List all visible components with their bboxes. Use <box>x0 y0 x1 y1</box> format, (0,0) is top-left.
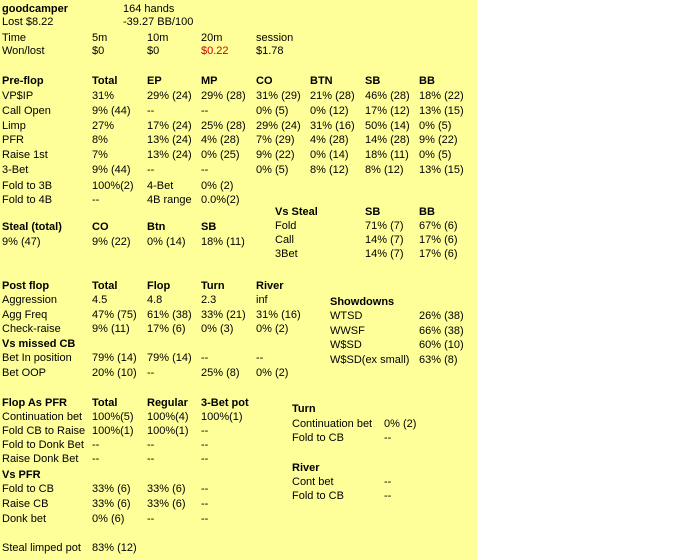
preflop-cell: 4% (28) <box>201 134 240 147</box>
preflop-cell: 31% (29) <box>256 90 301 102</box>
postflop-cell: 9% (11) <box>92 323 130 335</box>
vs-steal-title: Vs Steal <box>275 206 318 218</box>
flop-pfr-cell: 100%(5) <box>92 411 134 423</box>
steal-col-btn: Btn <box>147 221 166 233</box>
missed-cb-cell: 79% (14) <box>92 352 137 364</box>
vs-steal-label: Call <box>275 234 294 246</box>
postflop-col-river: River <box>256 280 284 292</box>
steal-title: Steal (total) <box>2 221 62 233</box>
fold-to-4b-label: Fold to 4B <box>2 194 53 206</box>
missed-cb-cell: 20% (10) <box>92 366 137 379</box>
preflop-cell: 9% (22) <box>419 134 458 147</box>
turn-value: -- <box>384 432 392 444</box>
showdown-label: W$SD <box>330 339 362 351</box>
time-col-session: session <box>256 32 294 44</box>
vs-steal-col-sb: SB <box>365 206 381 218</box>
preflop-cell: 29% (24) <box>256 119 301 132</box>
preflop-cell: 29% (28) <box>201 90 246 102</box>
vs-pfr-row-label: Fold to CB <box>2 483 54 495</box>
preflop-cell: 9% (44) <box>92 164 131 176</box>
missed-cb-cell: 25% (8) <box>201 366 240 379</box>
river-value: -- <box>384 476 392 488</box>
preflop-cell: 0% (14) <box>310 149 349 162</box>
preflop-col-co: CO <box>256 75 273 87</box>
preflop-cell: -- <box>147 164 155 176</box>
missed-cb-cell: -- <box>256 352 264 364</box>
flop-pfr-row-label: Fold CB to Raise <box>2 425 86 437</box>
flop-pfr-cell: -- <box>201 439 209 451</box>
preflop-col-sb: SB <box>365 75 381 87</box>
vs-pfr-cell: 33% (6) <box>92 483 131 495</box>
steal-co: 9% (22) <box>92 236 131 248</box>
flop-pfr-title: Flop As PFR <box>2 397 67 409</box>
steal-total: 9% (47) <box>2 236 41 248</box>
wonlost-10m: $0 <box>147 45 160 57</box>
missed-cb-row-label: Bet OOP <box>2 366 47 379</box>
result-text: Lost $8.22 <box>2 16 54 28</box>
preflop-cell: 21% (28) <box>310 90 355 102</box>
preflop-cell: 7% (29) <box>256 134 295 147</box>
preflop-cell: 27% <box>92 119 115 132</box>
missed-cb-cell: 79% (14) <box>147 352 192 364</box>
preflop-cell: 13% (24) <box>147 134 192 147</box>
showdown-label: W$SD(ex small) <box>330 353 410 366</box>
flop-pfr-row-label: Continuation bet <box>2 411 83 423</box>
flop-pfr-cell: 100%(1) <box>147 425 189 437</box>
vs-steal-sb: 14% (7) <box>365 248 404 260</box>
steal-limped-value: 83% (12) <box>92 542 137 554</box>
postflop-col-turn: Turn <box>201 280 225 292</box>
missed-cb-title: Vs missed CB <box>2 338 76 350</box>
vs-pfr-title: Vs PFR <box>2 469 41 481</box>
wonlost-session: $1.78 <box>256 45 284 57</box>
vs-steal-col-bb: BB <box>419 206 435 218</box>
showdown-value: 60% (10) <box>419 339 464 351</box>
preflop-cell: 17% (24) <box>147 119 192 132</box>
time-col-20m: 20m <box>201 32 223 44</box>
steal-limped-label: Steal limped pot <box>2 542 81 554</box>
vs-pfr-cell: 0% (6) <box>92 513 125 525</box>
postflop-title: Post flop <box>2 280 50 292</box>
postflop-row-label: Aggression <box>2 294 58 306</box>
vs-steal-bb: 17% (6) <box>419 234 458 246</box>
vs-steal-sb: 14% (7) <box>365 234 404 246</box>
bb-per-100: -39.27 BB/100 <box>123 16 194 28</box>
preflop-col-ep: EP <box>147 75 162 87</box>
vs-steal-bb: 67% (6) <box>419 220 458 232</box>
flop-pfr-row-label: Raise Donk Bet <box>2 453 79 465</box>
steal-sb: 18% (11) <box>201 236 245 248</box>
preflop-row-label: Raise 1st <box>2 149 48 162</box>
preflop-cell: 50% (14) <box>365 119 410 132</box>
postflop-cell: inf <box>256 294 268 306</box>
preflop-row-label: Call Open <box>2 104 51 117</box>
preflop-col-total: Total <box>92 75 118 87</box>
vs-pfr-row-label: Donk bet <box>2 513 47 525</box>
preflop-cell: 29% (24) <box>147 90 192 102</box>
preflop-cell: 31% (16) <box>310 119 355 132</box>
flop-pfr-cell: -- <box>201 425 209 437</box>
preflop-cell: 0% (5) <box>419 149 452 162</box>
missed-cb-cell: -- <box>201 352 209 364</box>
four-bet-label: 4-Bet <box>147 180 174 192</box>
postflop-cell: 31% (16) <box>256 308 301 321</box>
preflop-cell: 17% (12) <box>365 104 410 117</box>
postflop-cell: 61% (38) <box>147 308 192 321</box>
vs-pfr-cell: 33% (6) <box>147 483 186 495</box>
preflop-cell: 9% (22) <box>256 149 295 162</box>
preflop-cell: 18% (22) <box>419 90 464 102</box>
steal-col-co: CO <box>92 221 109 233</box>
postflop-cell: 4.5 <box>92 294 108 306</box>
river-label: Fold to CB <box>292 490 344 502</box>
preflop-cell: 13% (24) <box>147 149 192 162</box>
vs-pfr-cell: -- <box>147 513 155 525</box>
preflop-cell: 0% (5) <box>419 119 452 132</box>
flop-pfr-cell: -- <box>92 439 100 451</box>
vs-steal-bb: 17% (6) <box>419 248 458 260</box>
four-bet-value: 0% (2) <box>201 180 234 192</box>
showdown-label: WTSD <box>330 310 363 322</box>
flop-pfr-cell: -- <box>201 453 209 465</box>
preflop-cell: -- <box>201 104 209 117</box>
flop-pfr-row-label: Fold to Donk Bet <box>2 439 84 451</box>
preflop-row-label: Limp <box>2 119 26 132</box>
fold-to-4b-value: -- <box>92 194 100 206</box>
4b-range-label: 4B range <box>147 194 192 206</box>
steal-btn: 0% (14) <box>147 236 186 248</box>
preflop-title: Pre-flop <box>2 75 44 87</box>
river-label: Cont bet <box>292 476 334 488</box>
player-name: goodcamper <box>2 3 69 15</box>
flop-pfr-cell: -- <box>147 439 155 451</box>
vs-pfr-cell: 33% (6) <box>147 498 186 510</box>
postflop-cell: 17% (6) <box>147 323 186 335</box>
river-value: -- <box>384 490 392 502</box>
turn-label: Continuation bet <box>292 418 373 430</box>
preflop-cell: 13% (15) <box>419 164 464 176</box>
postflop-cell: 0% (2) <box>256 323 289 335</box>
4b-range-value: 0.0%(2) <box>201 194 240 206</box>
flop-pfr-cell: 100%(1) <box>92 425 134 437</box>
vs-steal-label: Fold <box>275 220 297 232</box>
preflop-col-bb: BB <box>419 75 435 87</box>
fold-to-3b-value: 100%(2) <box>92 180 134 192</box>
wonlost-5m: $0 <box>92 45 105 57</box>
postflop-col-total: Total <box>92 280 118 292</box>
vs-pfr-row-label: Raise CB <box>2 498 49 510</box>
preflop-cell: 46% (28) <box>365 90 410 102</box>
turn-label: Fold to CB <box>292 432 344 444</box>
preflop-cell: -- <box>201 164 209 176</box>
postflop-cell: 4.8 <box>147 294 163 306</box>
preflop-cell: 0% (5) <box>256 104 289 117</box>
preflop-cell: 31% <box>92 90 115 102</box>
showdown-value: 63% (8) <box>419 353 458 366</box>
hands-count: 164 hands <box>123 3 175 15</box>
postflop-row-label: Check-raise <box>2 323 61 335</box>
preflop-cell: 0% (12) <box>310 104 349 117</box>
showdown-value: 66% (38) <box>419 324 464 337</box>
preflop-cell: 9% (44) <box>92 104 131 117</box>
turn-value: 0% (2) <box>384 418 417 430</box>
flop-pfr-cell: -- <box>147 453 155 465</box>
showdowns-title: Showdowns <box>330 296 395 308</box>
postflop-cell: 47% (75) <box>92 308 137 321</box>
preflop-cell: 8% (12) <box>365 164 404 176</box>
preflop-cell: 14% (28) <box>365 134 410 147</box>
time-col-5m: 5m <box>92 32 108 44</box>
preflop-cell: 4% (28) <box>310 134 349 147</box>
wonlost-20m: $0.22 <box>201 45 229 57</box>
vs-steal-sb: 71% (7) <box>365 220 404 232</box>
flop-pfr-cell: 100%(4) <box>147 411 189 423</box>
preflop-cell: 13% (15) <box>419 104 464 117</box>
time-label: Time <box>2 32 27 44</box>
postflop-cell: 0% (3) <box>201 323 234 335</box>
missed-cb-cell: -- <box>147 366 155 379</box>
fold-to-3b-label: Fold to 3B <box>2 180 53 192</box>
preflop-cell: 8% (12) <box>310 164 349 176</box>
wonlost-label: Won/lost <box>2 45 45 57</box>
vs-pfr-cell: 33% (6) <box>92 498 131 510</box>
preflop-row-label: VP$IP <box>2 90 34 102</box>
showdown-label: WWSF <box>330 324 365 337</box>
flop-pfr-col-regular: Regular <box>147 397 188 409</box>
postflop-cell: 33% (21) <box>201 308 246 321</box>
postflop-col-flop: Flop <box>147 280 171 292</box>
flop-pfr-cell: -- <box>92 453 100 465</box>
vs-pfr-cell: -- <box>201 498 209 510</box>
preflop-row-label: PFR <box>2 134 24 147</box>
preflop-cell: 0% (5) <box>256 164 289 176</box>
vs-steal-label: 3Bet <box>275 248 298 260</box>
preflop-col-btn: BTN <box>310 75 333 87</box>
missed-cb-cell: 0% (2) <box>256 366 289 379</box>
river-title: River <box>292 462 320 474</box>
preflop-col-mp: MP <box>201 75 218 87</box>
flop-pfr-col-total: Total <box>92 397 118 409</box>
postflop-row-label: Agg Freq <box>2 308 48 321</box>
vs-pfr-cell: -- <box>201 513 209 525</box>
missed-cb-row-label: Bet In position <box>2 352 72 364</box>
preflop-cell: 25% (28) <box>201 119 246 132</box>
preflop-row-label: 3-Bet <box>2 164 29 176</box>
showdown-value: 26% (38) <box>419 310 464 322</box>
vs-pfr-cell: -- <box>201 483 209 495</box>
postflop-cell: 2.3 <box>201 294 217 306</box>
turn-title: Turn <box>292 403 316 415</box>
preflop-cell: 0% (25) <box>201 149 240 162</box>
flop-pfr-col-3bet: 3-Bet pot <box>201 397 249 409</box>
preflop-cell: 8% <box>92 134 108 147</box>
steal-col-sb: SB <box>201 221 217 233</box>
flop-pfr-cell: 100%(1) <box>201 411 243 423</box>
preflop-cell: 18% (11) <box>365 149 409 162</box>
preflop-cell: 7% <box>92 149 108 162</box>
time-col-10m: 10m <box>147 32 169 44</box>
preflop-cell: -- <box>147 104 155 117</box>
